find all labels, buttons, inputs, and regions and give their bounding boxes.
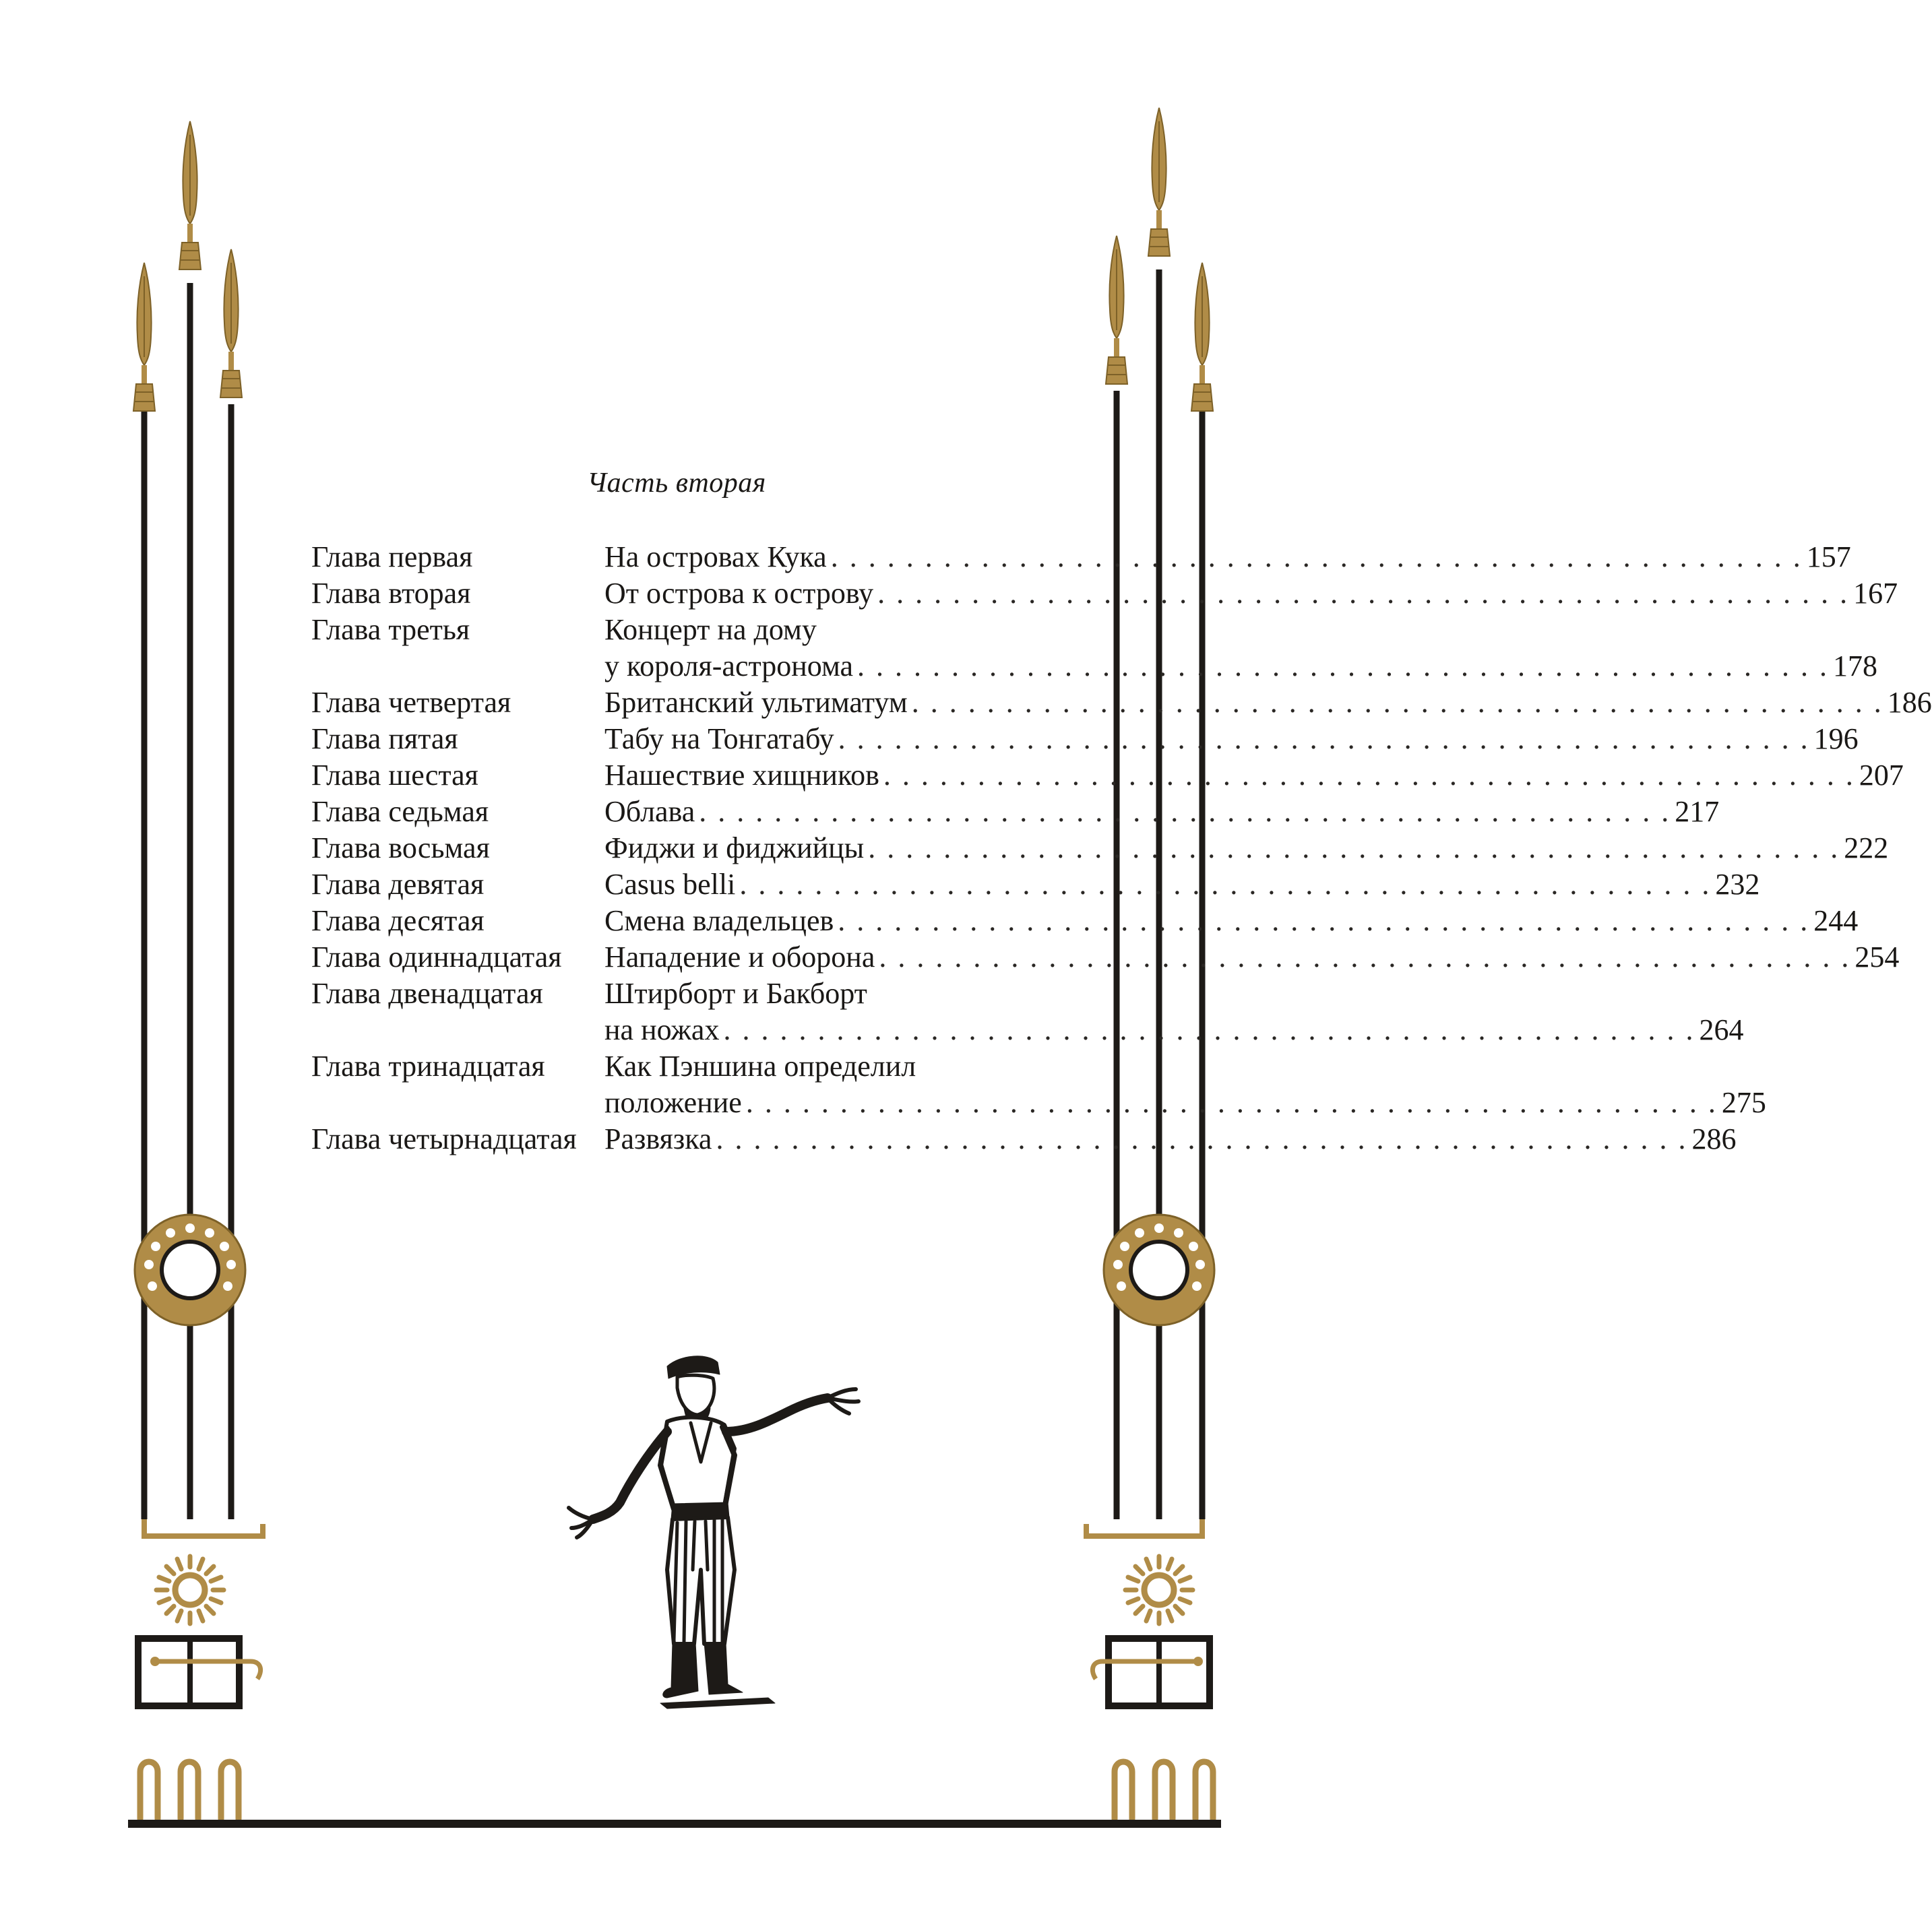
hook-icon <box>1115 1762 1132 1819</box>
table-of-contents <box>311 539 1932 1157</box>
gold-ring-icon <box>135 1215 245 1325</box>
spear-icon <box>133 263 155 411</box>
page-number: 207 <box>1859 759 1904 792</box>
spear-icon <box>179 121 201 269</box>
page-number: 186 <box>1887 686 1932 719</box>
man-illustration <box>566 1347 876 1725</box>
dot-leader: . . . . . . . . . . . . . . . . . . . . . . . . . . . . . . . . . . . . . . . . . . . . . . . . . . . . <box>838 722 1810 755</box>
page-number: 264 <box>1699 1013 1744 1046</box>
chapter-title: у короля-астронома <box>604 649 854 682</box>
chapter-label: Глава одиннадцатая <box>311 941 562 974</box>
dot-leader: . . . . . . . . . . . . . . . . . . . . . . . . . . . . . . . . . . . . . . . . . . . . . . . . . . . . <box>879 941 1851 974</box>
page-number: 254 <box>1855 941 1900 974</box>
chapter-label: Глава первая <box>311 540 473 573</box>
chapter-title: Британский ультиматум <box>604 686 908 719</box>
spear-icon <box>1106 236 1127 384</box>
chapter-label: Глава вторая <box>311 577 471 610</box>
toc-entry <box>311 939 1900 976</box>
chapter-label: Глава тринадцатая <box>311 1050 545 1083</box>
chapter-title: Концерт на дому <box>604 613 817 646</box>
chapter-label: Глава четвертая <box>311 686 511 719</box>
page-number: 275 <box>1721 1086 1766 1119</box>
toc-entry <box>311 830 1889 866</box>
chapter-title: на ножах <box>604 1013 720 1046</box>
chapter-label: Глава двенадцатая <box>311 977 543 1010</box>
page-number: 222 <box>1844 831 1889 864</box>
dot-leader: . . . . . . . . . . . . . . . . . . . . . . . . . . . . . . . . . . . . . . . . . . . . . . . . . . . . <box>877 577 1850 610</box>
dot-leader: . . . . . . . . . . . . . . . . . . . . . . . . . . . . . . . . . . . . . . . . . . . . . . . . . . . . <box>838 904 1810 937</box>
toc-entry <box>311 976 1744 1048</box>
dot-leader: . . . . . . . . . . . . . . . . . . . . . . . . . . . . . . . . . . . . . . . . . . . . . . . . . . . . <box>857 649 1830 682</box>
chapter-label: Глава девятая <box>311 868 485 901</box>
toc-entry <box>311 575 1898 612</box>
chapter-title: Casus belli <box>604 868 736 901</box>
toc-entry <box>311 1121 1737 1157</box>
toc-entry <box>311 612 1878 685</box>
page-number: 217 <box>1675 795 1720 828</box>
toc-entry <box>311 866 1760 903</box>
chapter-label: Глава третья <box>311 613 470 646</box>
page-number: 178 <box>1833 649 1878 682</box>
chapter-title: Облава <box>604 795 695 828</box>
toc-entry <box>311 721 1859 757</box>
toc-entry <box>311 903 1859 939</box>
page-number: 286 <box>1691 1122 1737 1155</box>
page-number: 244 <box>1813 904 1859 937</box>
spear-icon <box>220 249 242 397</box>
chapter-title: положение <box>604 1086 742 1119</box>
chapter-title: На островах Кука <box>604 540 827 573</box>
page-number: 167 <box>1853 577 1898 610</box>
chapter-label: Глава пятая <box>311 722 458 755</box>
left-ornament <box>133 121 263 1819</box>
chapter-label: Глава четырнадцатая <box>311 1122 577 1155</box>
dot-leader: . . . . . . . . . . . . . . . . . . . . . . . . . . . . . . . . . . . . . . . . . . . . . . . . . . . . <box>739 868 1712 901</box>
toc-entry <box>311 1048 1766 1121</box>
chapter-label: Глава шестая <box>311 759 478 792</box>
hook-icon <box>1195 1762 1213 1819</box>
dot-leader: . . . . . . . . . . . . . . . . . . . . . . . . . . . . . . . . . . . . . . . . . . . . . . . . . . . . <box>911 686 1883 719</box>
spear-icon <box>1191 263 1213 411</box>
hook-icon <box>140 1762 158 1819</box>
page-number: 232 <box>1715 868 1760 901</box>
sun-icon <box>156 1556 224 1624</box>
chapter-title: Нападение и оборона <box>604 941 875 974</box>
chapter-label: Глава десятая <box>311 904 485 937</box>
chapter-label: Глава седьмая <box>311 795 489 828</box>
toc-entry <box>311 685 1932 721</box>
hook-icon <box>221 1762 239 1819</box>
dot-leader: . . . . . . . . . . . . . . . . . . . . . . . . . . . . . . . . . . . . . . . . . . . . . . . . . . . . <box>830 540 1803 573</box>
part-title: Часть вторая <box>587 468 766 499</box>
chapter-title: Смена владельцев <box>604 904 834 937</box>
toc-entry <box>311 539 1851 575</box>
chapter-title: Как Пэншина определил <box>604 1050 916 1083</box>
chapter-title: Штирборт и Бакборт <box>604 977 867 1010</box>
dot-leader: . . . . . . . . . . . . . . . . . . . . . . . . . . . . . . . . . . . . . . . . . . . . . . . . . . . . <box>745 1086 1718 1119</box>
hook-icon <box>181 1762 198 1819</box>
toc-entry <box>311 757 1904 794</box>
page-number: 196 <box>1813 722 1859 755</box>
gold-ring-icon <box>1104 1215 1214 1325</box>
dot-leader: . . . . . . . . . . . . . . . . . . . . . . . . . . . . . . . . . . . . . . . . . . . . . . . . . . . . <box>699 795 1671 828</box>
hook-icon <box>1155 1762 1173 1819</box>
chapter-title: Фиджи и фиджийцы <box>604 831 865 864</box>
chapter-title: Нашествие хищников <box>604 759 879 792</box>
chapter-title: Развязка <box>604 1122 712 1155</box>
chapter-title: Табу на Тонгатабу <box>604 722 834 755</box>
dot-leader: . . . . . . . . . . . . . . . . . . . . . . . . . . . . . . . . . . . . . . . . . . . . . . . . . . . . <box>868 831 1840 864</box>
page-number: 157 <box>1806 540 1851 573</box>
toc-entry <box>311 794 1720 830</box>
spear-icon <box>1148 108 1170 256</box>
chapter-title: От острова к острову <box>604 577 874 610</box>
dot-leader: . . . . . . . . . . . . . . . . . . . . . . . . . . . . . . . . . . . . . . . . . . . . . . . . . . . . <box>716 1122 1688 1155</box>
dot-leader: . . . . . . . . . . . . . . . . . . . . . . . . . . . . . . . . . . . . . . . . . . . . . . . . . . . . <box>723 1013 1695 1046</box>
sun-icon <box>1125 1556 1193 1624</box>
chapter-label: Глава восьмая <box>311 831 490 864</box>
dot-leader: . . . . . . . . . . . . . . . . . . . . . . . . . . . . . . . . . . . . . . . . . . . . . . . . . . . . <box>883 759 1855 792</box>
